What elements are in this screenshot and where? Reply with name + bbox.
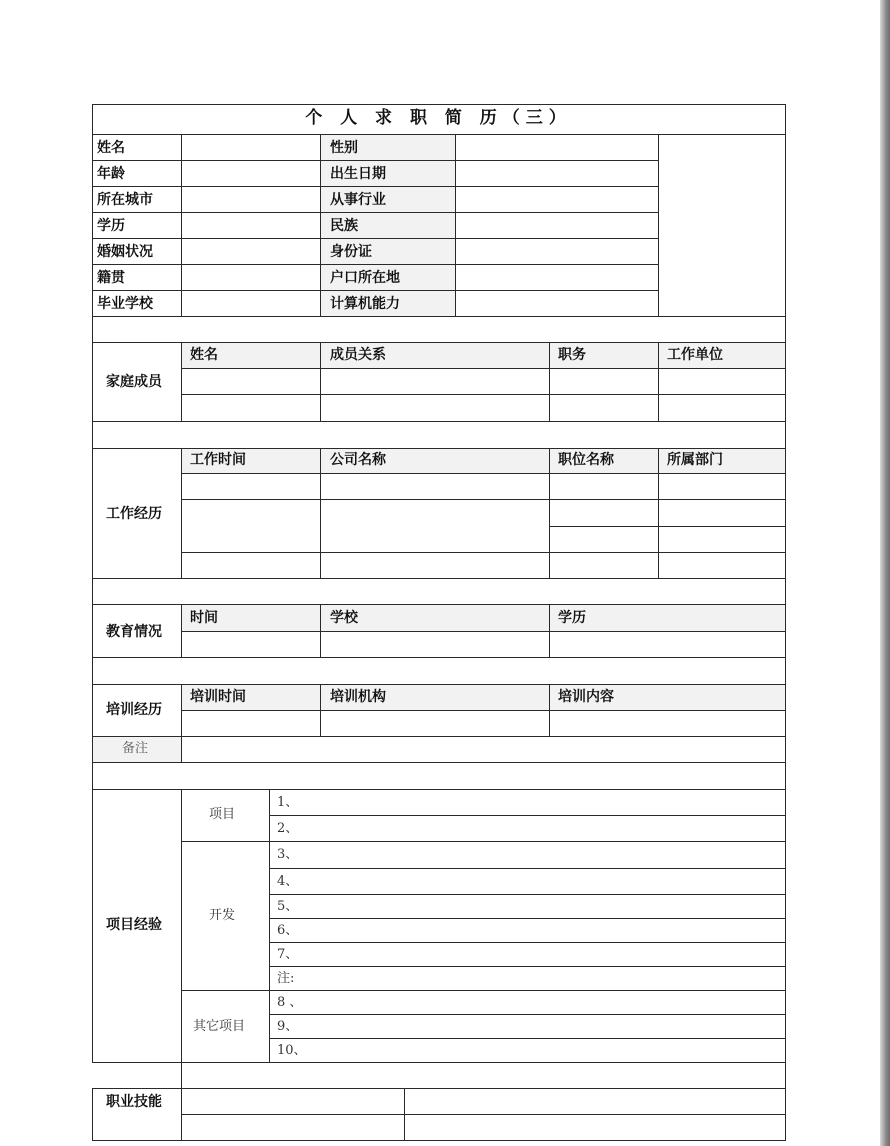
value-field[interactable]: [455, 212, 659, 239]
spacer-row: [92, 421, 786, 449]
project-line-field[interactable]: [269, 966, 786, 991]
project-line-field[interactable]: [269, 868, 786, 895]
table-cell[interactable]: [549, 499, 659, 527]
table-cell[interactable]: [181, 394, 321, 422]
spacer-row: [92, 762, 786, 790]
table-cell[interactable]: [181, 552, 321, 579]
group-label-development: 开发: [209, 908, 236, 923]
label-id-card: 身份证: [330, 244, 372, 260]
spacer-row: [92, 657, 786, 685]
label-name: 姓名: [97, 140, 125, 156]
value-field[interactable]: [181, 290, 321, 317]
value-field[interactable]: [181, 134, 321, 161]
label-city: 所在城市: [97, 192, 153, 208]
label-degree: 学历: [97, 218, 125, 234]
project-line-number: 8 、: [277, 995, 303, 1010]
project-line-field[interactable]: [269, 1038, 786, 1063]
value-field[interactable]: [455, 160, 659, 187]
table-cell[interactable]: [320, 368, 550, 395]
spacer-row: [92, 316, 786, 343]
project-line-field[interactable]: [269, 942, 786, 967]
table-cell[interactable]: [549, 473, 659, 500]
label-hukou: 户口所在地: [330, 270, 400, 286]
spacer-row: [181, 1062, 786, 1089]
work-header-time: 工作时间: [190, 452, 246, 468]
table-cell[interactable]: [181, 631, 321, 658]
project-line-number: 7、: [277, 947, 299, 962]
value-field[interactable]: [455, 238, 659, 265]
group-label-other-projects: 其它项目: [193, 1019, 246, 1034]
value-field[interactable]: [181, 212, 321, 239]
project-line-number: 10、: [277, 1043, 307, 1058]
label-origin: 籍贯: [97, 270, 125, 286]
value-field[interactable]: [181, 264, 321, 291]
table-cell[interactable]: [181, 499, 321, 553]
label-age: 年龄: [97, 166, 125, 182]
table-cell[interactable]: [658, 499, 786, 527]
label-industry: 从事行业: [330, 192, 386, 208]
table-cell[interactable]: [320, 710, 550, 737]
value-field[interactable]: [181, 238, 321, 265]
project-line-number: 6、: [277, 923, 299, 938]
skill-field[interactable]: [404, 1114, 786, 1141]
table-cell[interactable]: [549, 368, 659, 395]
table-cell[interactable]: [320, 394, 550, 422]
family-section-label: 家庭成员: [106, 374, 162, 390]
project-line-number: 9、: [277, 1019, 299, 1034]
education-header-time: 时间: [190, 610, 218, 626]
table-cell[interactable]: [181, 710, 321, 737]
label-computer-skill: 计算机能力: [330, 296, 400, 312]
table-cell[interactable]: [658, 552, 786, 579]
work-header-company: 公司名称: [330, 452, 386, 468]
label-marital: 婚姻状况: [97, 244, 153, 260]
table-cell[interactable]: [658, 394, 786, 422]
project-note-label: 注:: [277, 971, 295, 986]
table-cell[interactable]: [549, 710, 786, 737]
table-cell[interactable]: [181, 473, 321, 500]
project-line-number: 3、: [277, 847, 299, 862]
value-field[interactable]: [455, 264, 659, 291]
project-line-number: 5、: [277, 899, 299, 914]
value-field[interactable]: [181, 186, 321, 213]
family-header-relation: 成员关系: [330, 347, 386, 363]
family-header-position: 职务: [558, 347, 586, 363]
label-birthdate: 出生日期: [330, 166, 386, 182]
project-line-number: 4、: [277, 874, 299, 889]
work-header-job-title: 职位名称: [558, 452, 614, 468]
table-cell[interactable]: [658, 473, 786, 500]
spacer-row: [92, 578, 786, 605]
projects-section-label: 项目经验: [106, 917, 162, 933]
training-header-time: 培训时间: [190, 689, 246, 705]
table-cell[interactable]: [320, 552, 550, 579]
label-gender: 性别: [330, 140, 358, 156]
project-line-field[interactable]: [269, 841, 786, 869]
value-field[interactable]: [181, 160, 321, 187]
work-header-department: 所属部门: [667, 452, 723, 468]
skill-field[interactable]: [181, 1088, 405, 1115]
label-school: 毕业学校: [97, 296, 153, 312]
education-section-label: 教育情况: [106, 624, 162, 640]
table-cell[interactable]: [549, 394, 659, 422]
family-header-employer: 工作单位: [667, 347, 723, 363]
photo-box[interactable]: [658, 134, 786, 317]
training-header-content: 培训内容: [558, 689, 614, 705]
project-line-field[interactable]: [269, 1014, 786, 1039]
value-field[interactable]: [455, 134, 659, 161]
remarks-label: 备注: [122, 741, 149, 756]
training-header-institution: 培训机构: [330, 689, 386, 705]
education-header-degree: 学历: [558, 610, 586, 626]
table-cell[interactable]: [658, 368, 786, 395]
family-header-name: 姓名: [190, 347, 218, 363]
group-label-project: 项目: [209, 807, 236, 822]
skills-section-label: 职业技能: [106, 1094, 162, 1110]
project-line-number: 1、: [277, 795, 299, 810]
project-line-field[interactable]: [269, 815, 786, 842]
value-field[interactable]: [455, 290, 659, 317]
table-cell[interactable]: [658, 526, 786, 553]
table-cell[interactable]: [549, 552, 659, 579]
table-cell[interactable]: [549, 526, 659, 553]
project-line-field[interactable]: [269, 894, 786, 919]
project-line-field[interactable]: [269, 990, 786, 1015]
table-cell[interactable]: [181, 368, 321, 395]
work-section-label: 工作经历: [106, 506, 162, 522]
page-title: 个 人 求 职 简 历（三）: [305, 108, 572, 128]
education-header-school: 学校: [330, 610, 358, 626]
project-line-field[interactable]: [269, 918, 786, 943]
project-line-number: 2、: [277, 821, 299, 836]
table-cell[interactable]: [320, 473, 550, 500]
table-cell[interactable]: [320, 499, 550, 553]
table-cell[interactable]: [549, 631, 786, 658]
skill-field[interactable]: [181, 1114, 405, 1141]
value-field[interactable]: [455, 186, 659, 213]
training-section-label: 培训经历: [106, 702, 162, 718]
scrollbar-edge: [880, 0, 890, 1146]
label-ethnicity: 民族: [330, 218, 358, 234]
remarks-field[interactable]: [181, 736, 786, 763]
skill-field[interactable]: [404, 1088, 786, 1115]
table-cell[interactable]: [320, 631, 550, 658]
project-line-field[interactable]: [269, 789, 786, 816]
